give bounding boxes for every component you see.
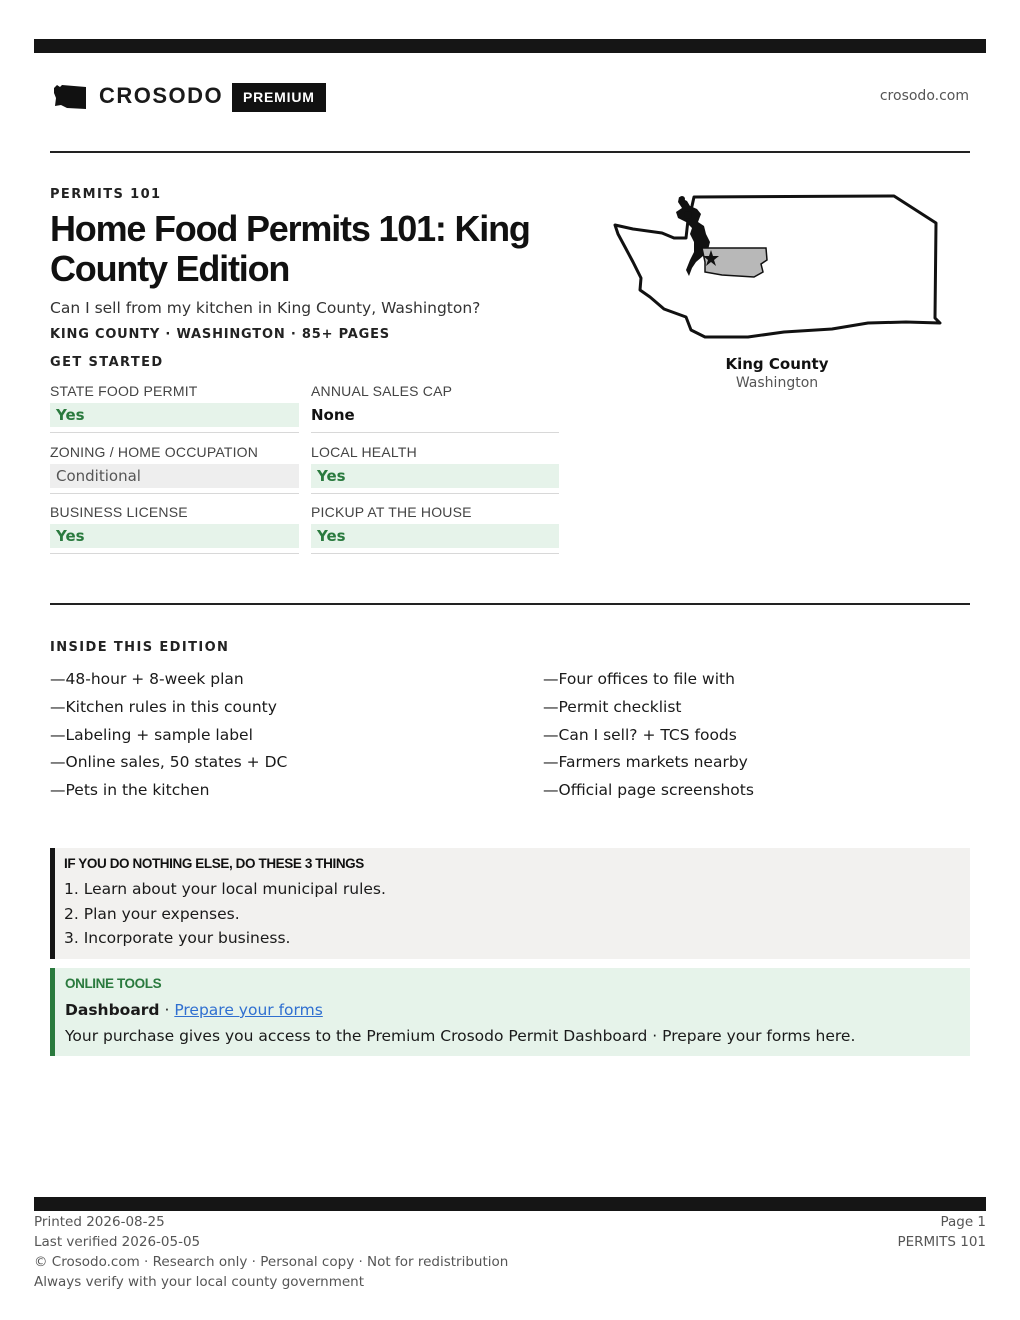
field-value: Yes [50,403,299,427]
field-value: Yes [311,464,559,488]
callout-title: IF YOU DO NOTHING ELSE, DO THESE 3 THINGS [64,856,364,871]
field-zoning [50,444,299,494]
footer-left [34,1212,508,1292]
page-title: Home Food Permits 101: King County Edition [50,208,530,289]
field-label: ZONING / HOME OCCUPATION [50,444,259,460]
get-started-heading: GET STARTED [50,355,164,370]
field-label: ANNUAL SALES CAP [311,383,453,399]
header-divider [50,151,970,153]
callout-item: 1. Learn about your local municipal rules. [64,880,386,898]
field-label: BUSINESS LICENSE [50,504,188,520]
toc-item: —Pets in the kitchen [50,781,210,800]
section-divider [50,603,970,605]
washington-state-icon [53,84,87,110]
map-county-name: King County [725,355,829,373]
copyright-notice: © Crosodo.com · Research only · Personal copy · Not for redistribution [34,1254,509,1270]
island-dot [679,196,685,202]
toc-right-column [543,666,754,805]
toc-item: —Official page screenshots [543,781,754,800]
site-url[interactable]: crosodo.com [879,88,969,104]
map-state-name: Washington [735,375,819,391]
toc-item: —Farmers markets nearby [543,753,748,772]
page-number: Page 1 [940,1214,986,1230]
footer-bar [34,1197,986,1211]
verified-date: Last verified 2026-05-05 [34,1234,201,1250]
field-value: Yes [50,524,299,548]
online-tools-box [50,968,970,1056]
field-label: PICKUP AT THE HOUSE [311,504,472,520]
field-state-food-permit [50,383,299,433]
island-dot [684,211,692,219]
toc-item: —Can I sell? + TCS foods [543,725,737,744]
field-value: None [311,406,355,424]
edition-meta: KING COUNTY · WASHINGTON · 85+ PAGES [50,327,390,342]
footer-section: PERMITS 101 [897,1234,986,1250]
top-bar [34,39,986,53]
map-caption [607,355,947,391]
washington-state-map-icon [606,192,948,344]
field-local-health [311,444,559,494]
toc-item: —Online sales, 50 states + DC [50,753,288,772]
toc-item: —48-hour + 8-week plan [50,670,244,688]
inside-edition-heading: INSIDE THIS EDITION [50,640,230,655]
tools-links-line [65,999,970,1021]
page-subtitle: Can I sell from my kitchen in King County, Washington? [50,299,481,317]
dashboard-label: Dashboard [65,1001,160,1019]
field-label: STATE FOOD PERMIT [50,383,198,399]
prepare-forms-link[interactable]: Prepare your forms [174,1001,323,1019]
section-kicker: PERMITS 101 [50,187,162,202]
field-value: Conditional [50,464,299,488]
callout-list [64,877,970,951]
three-things-callout [50,848,970,959]
state-outline [615,196,940,337]
tools-description: Your purchase gives you access to the Premium Crosodo Permit Dashboard · Prepare your forms here. [65,1027,856,1045]
field-pickup [311,504,559,554]
toc-item: —Four offices to file with [543,670,735,688]
tools-separator: · [159,1001,175,1019]
field-business-license [50,504,299,554]
field-label: LOCAL HEALTH [311,444,417,460]
toc-item: —Kitchen rules in this county [50,697,277,716]
toc-left-column [50,666,287,805]
premium-badge: PREMIUM [232,83,326,112]
brand-name[interactable]: CROSODO [99,83,224,108]
toc-item: —Labeling + sample label [50,725,253,744]
callout-item: 3. Incorporate your business. [64,929,291,947]
tools-title: ONLINE TOOLS [65,976,162,991]
header [50,80,970,114]
printed-date: Printed 2026-08-25 [34,1214,165,1230]
field-annual-sales-cap [311,383,559,433]
footer-right [897,1212,986,1252]
verify-disclaimer: Always verify with your local county government [34,1274,364,1290]
field-value: Yes [311,524,559,548]
toc-item: —Permit checklist [543,697,682,716]
callout-item: 2. Plan your expenses. [64,904,240,923]
